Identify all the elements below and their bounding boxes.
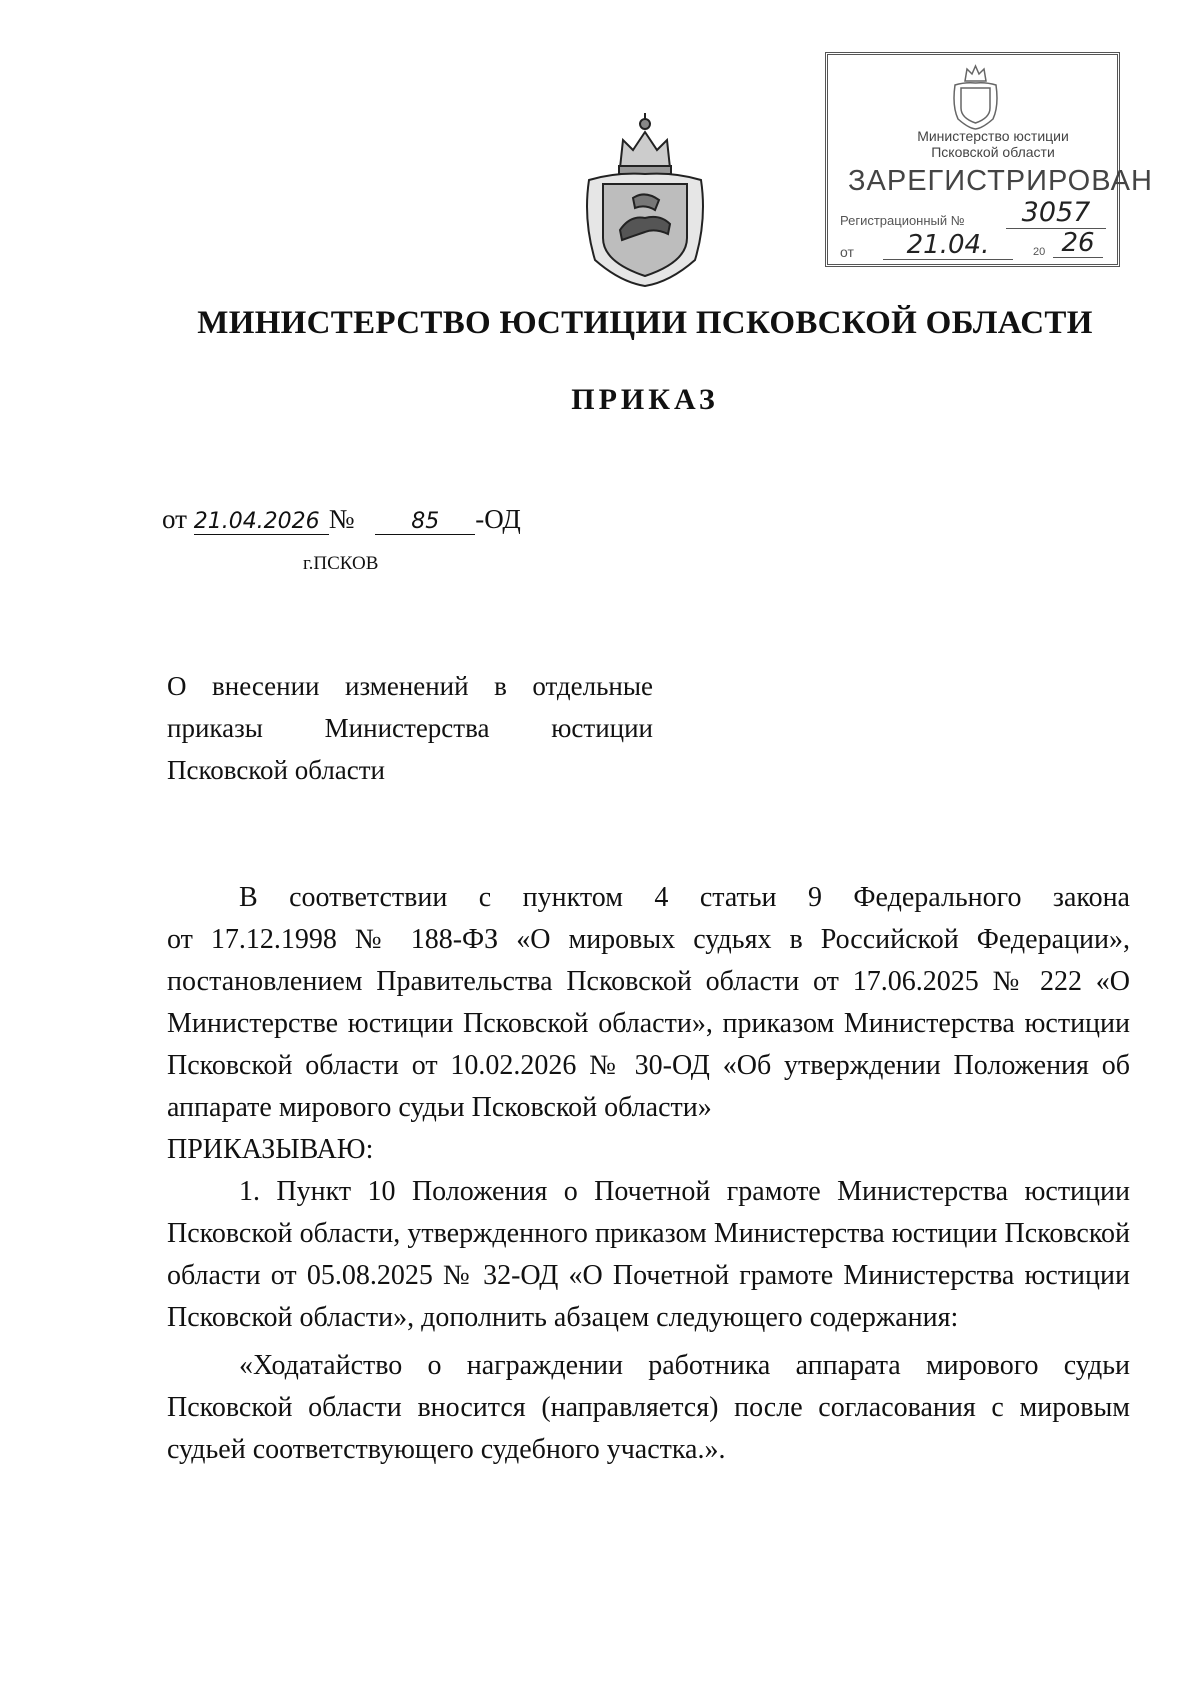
stamp-org-line2: Псковской области <box>931 144 1055 160</box>
stamp-reg-number-label: Регистрационный № <box>840 213 965 228</box>
order-number-suffix: -ОД <box>475 504 521 534</box>
stamp-status: ЗАРЕГИСТРИРОВАН <box>848 165 1153 197</box>
registration-stamp <box>825 52 1153 267</box>
subject-line: приказы Министерства юстиции <box>167 713 653 743</box>
preamble-text: от 17.12.1998 № 188-ФЗ «О мировых судьях в Российской Федерации», постановлением Правительства Псковской области от 17.06.2025 № 222 «О Министерстве юстиции Псковской области», приказом Министерства юстиции Псковской области от 10.02.2026 № 30-ОД «Об утверждении Положения об аппарате мирового судьи Псковской области» <box>167 924 1130 1123</box>
order-word: ПРИКАЗЫВАЮ: <box>167 1134 374 1165</box>
stamp-org-line1: Министерство юстиции <box>917 128 1069 144</box>
stamp-emblem-icon <box>948 61 1003 131</box>
doc-type-title: ПРИКАЗ <box>571 383 719 416</box>
order-date: 21.04.2026 <box>194 510 329 535</box>
order-body <box>167 877 1130 1471</box>
ministry-title: МИНИСТЕРСТВО ЮСТИЦИИ ПСКОВСКОЙ ОБЛАСТИ <box>197 305 1093 341</box>
order-subject <box>167 665 653 791</box>
stamp-year: 26 <box>1053 229 1103 258</box>
preamble-first-line: В соответствии с пунктом 4 статьи 9 Федерального закона <box>239 882 1130 913</box>
order-item-1: 1. Пункт 10 Положения о Почетной грамоте Министерства юстиции Псковской области, утвержденного приказом Министерства юстиции Псковской области от 05.08.2025 № 32-ОД «О Почетной грамоте Министерства юстиции Псковской области», дополнить абзацем следующего содержания: <box>167 1176 1130 1333</box>
order-date-line <box>162 504 521 535</box>
stamp-year-prefix: 20 <box>1033 246 1046 258</box>
order-city: г.ПСКОВ <box>303 553 379 574</box>
stamp-date: 21.04. <box>883 231 1013 260</box>
coat-of-arms-emblem <box>575 110 715 290</box>
subject-line: Псковской области <box>167 755 386 785</box>
subject-line: О внесении изменений в отдельные <box>167 671 653 701</box>
order-number: 85 <box>375 510 475 535</box>
stamp-date-label: от <box>840 244 854 260</box>
order-number-sign: № <box>328 504 355 534</box>
order-quote: «Ходатайство о награждении работника аппарата мирового судьи Псковской области вносится (направляется) после согласования с мировым судьей соответствующего судебного участка.». <box>167 1350 1130 1465</box>
stamp-reg-number: 3057 <box>1006 198 1106 229</box>
order-date-prefix: от <box>162 504 187 534</box>
